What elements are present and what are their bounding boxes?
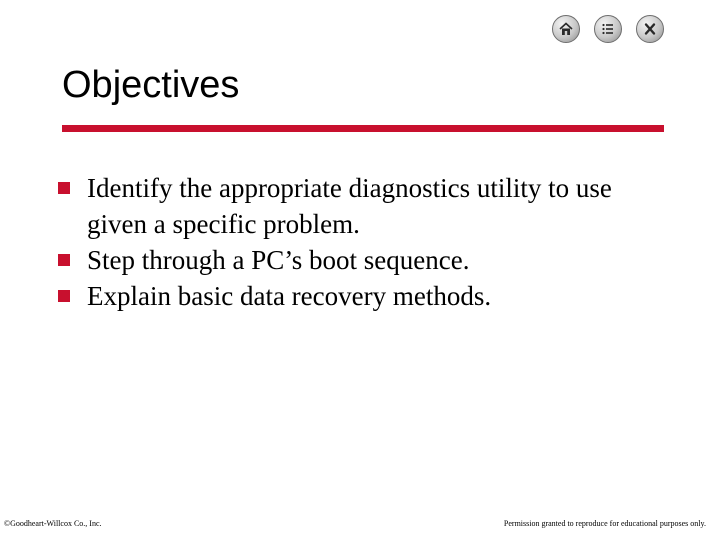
bullet-square-icon xyxy=(58,254,70,266)
bullet-text: Explain basic data recovery methods. xyxy=(87,281,492,311)
exit-x-icon xyxy=(642,21,658,37)
list-menu-icon xyxy=(600,21,616,37)
bullet-square-icon xyxy=(58,290,70,302)
slide-navigation xyxy=(552,15,664,43)
list-item xyxy=(58,170,678,242)
list-item xyxy=(58,242,678,278)
copyright-footer: ©Goodheart-Willcox Co., Inc. xyxy=(4,519,102,528)
exit-button[interactable] xyxy=(636,15,664,43)
home-button[interactable] xyxy=(552,15,580,43)
home-icon xyxy=(558,21,574,37)
slide-title: Objectives xyxy=(62,64,240,106)
menu-button[interactable] xyxy=(594,15,622,43)
title-underline xyxy=(62,125,664,132)
bullet-square-icon xyxy=(58,182,70,194)
objectives-list xyxy=(58,170,678,314)
permission-footer: Permission granted to reproduce for educational purposes only. xyxy=(503,519,706,528)
list-item xyxy=(58,278,678,314)
bullet-text: Step through a PC’s boot sequence. xyxy=(87,245,470,275)
bullet-text: Identify the appropriate diagnostics utility to use given a specific problem. xyxy=(87,173,612,239)
